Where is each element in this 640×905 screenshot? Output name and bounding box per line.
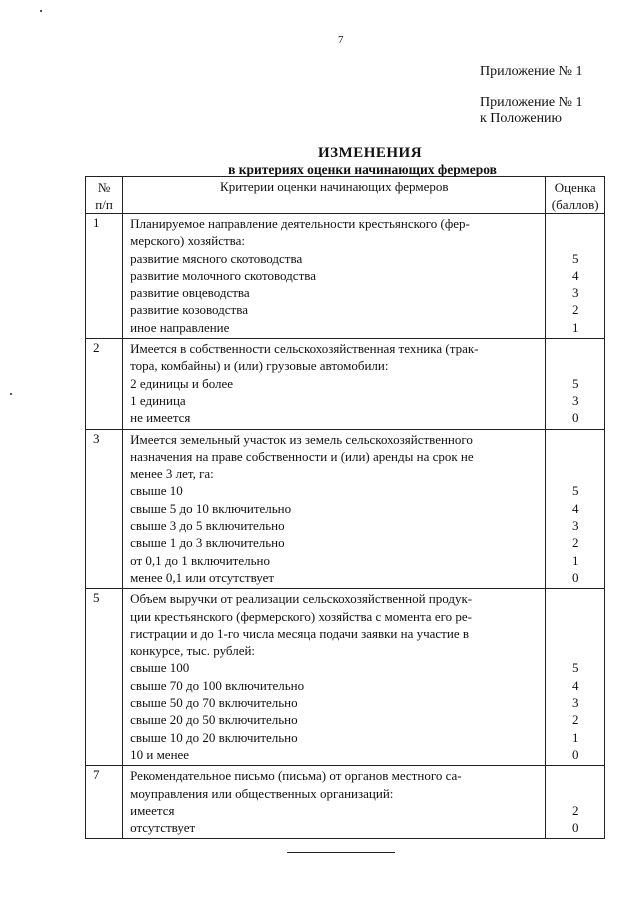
score-value: 5 bbox=[571, 483, 579, 499]
header-score-line2: (баллов) bbox=[551, 197, 599, 212]
score-value: 3 bbox=[571, 285, 579, 301]
score-cell bbox=[546, 766, 605, 839]
criterion-option: не имеется bbox=[130, 410, 191, 426]
criterion-option: свыше 100 bbox=[130, 660, 190, 676]
table-row bbox=[86, 589, 605, 766]
appendix-label: Приложение № 1 bbox=[480, 64, 583, 79]
score-value: 2 bbox=[571, 712, 579, 728]
criterion-heading-line: тора, комбайны) и (или) грузовые автомобили: bbox=[130, 358, 389, 374]
score-value: 5 bbox=[571, 375, 579, 391]
score-cell bbox=[546, 339, 605, 429]
criterion-heading-line: ции крестьянского (фермерского) хозяйства с момента его ре- bbox=[130, 608, 472, 624]
score-value: 1 bbox=[571, 552, 579, 568]
criterion-heading-line: менее 3 лет, га: bbox=[130, 466, 214, 482]
criterion-option: развитие молочного скотоводства bbox=[130, 267, 316, 283]
header-number-line1: № bbox=[97, 180, 111, 195]
score-spacer bbox=[546, 589, 604, 659]
score-value: 3 bbox=[571, 392, 579, 408]
table-header-row bbox=[86, 177, 605, 214]
criterion-heading-line: Рекомендательное письмо (письма) от органов местного са- bbox=[130, 768, 462, 784]
criterion-cell bbox=[123, 429, 546, 589]
table-row bbox=[86, 339, 605, 429]
criterion-option: свыше 50 до 70 включительно bbox=[130, 695, 298, 711]
criteria-table bbox=[85, 176, 605, 839]
footer-divider bbox=[287, 852, 395, 853]
regulation-label: к Положению bbox=[480, 111, 563, 126]
criterion-heading-line: Планируемое направление деятельности крестьянского (фер- bbox=[130, 216, 470, 231]
appendix-to-regulation bbox=[480, 95, 583, 127]
score-cell bbox=[546, 214, 605, 339]
score-value: 4 bbox=[571, 500, 579, 516]
score-value: 3 bbox=[571, 518, 579, 534]
table-row bbox=[86, 766, 605, 839]
table-row bbox=[86, 214, 605, 339]
criterion-option: свыше 70 до 100 включительно bbox=[130, 677, 305, 693]
criterion-option: 1 единица bbox=[130, 392, 186, 408]
score-value: 4 bbox=[571, 677, 579, 693]
scan-speck bbox=[40, 10, 42, 12]
scan-speck bbox=[10, 393, 12, 395]
score-value: 0 bbox=[571, 820, 579, 836]
score-value: 0 bbox=[571, 569, 579, 585]
score-spacer bbox=[546, 430, 604, 483]
criterion-cell bbox=[123, 214, 546, 339]
criterion-option: свыше 5 до 10 включительно bbox=[130, 500, 292, 516]
criterion-option: менее 0,1 или отсутствует bbox=[130, 569, 275, 585]
score-cell bbox=[546, 589, 605, 766]
row-number: 1 bbox=[86, 214, 123, 339]
row-number: 5 bbox=[86, 589, 123, 766]
score-spacer bbox=[546, 214, 604, 250]
criterion-heading-line: Имеется земельный участок из земель сельскохозяйственного bbox=[130, 431, 473, 447]
score-cell bbox=[546, 429, 605, 589]
criterion-option: имеется bbox=[130, 802, 175, 818]
score-value: 1 bbox=[571, 319, 579, 335]
page-number: 7 bbox=[338, 34, 344, 46]
criterion-option: 2 единицы и более bbox=[130, 375, 234, 391]
criterion-option: от 0,1 до 1 включительно bbox=[130, 552, 270, 568]
score-value: 3 bbox=[571, 695, 579, 711]
row-number: 7 bbox=[86, 766, 123, 839]
criterion-option: свыше 10 до 20 включительно bbox=[130, 729, 298, 745]
score-value: 5 bbox=[571, 660, 579, 676]
document-subtitle: в критериях оценки начинающих фермеров bbox=[228, 162, 497, 177]
score-value: 0 bbox=[571, 410, 579, 426]
criterion-heading-line: мерского) хозяйства: bbox=[130, 233, 246, 249]
header-score-line1: Оценка bbox=[554, 180, 596, 195]
criterion-heading-line: моуправления или общественных организаций: bbox=[130, 785, 394, 801]
criterion-heading-line: назначения на праве собственности и (или) аренды на срок не bbox=[130, 448, 474, 464]
criteria-table-body bbox=[86, 214, 605, 839]
row-number: 2 bbox=[86, 339, 123, 429]
score-value: 2 bbox=[571, 302, 579, 318]
criterion-option: иное направление bbox=[130, 319, 230, 335]
score-value: 1 bbox=[571, 729, 579, 745]
criterion-option: свыше 3 до 5 включительно bbox=[130, 518, 285, 534]
score-value: 5 bbox=[571, 250, 579, 266]
score-value: 2 bbox=[571, 802, 579, 818]
row-number: 3 bbox=[86, 429, 123, 589]
header-number-line2: п/п bbox=[95, 197, 113, 212]
criterion-option: отсутствует bbox=[130, 820, 196, 836]
score-value: 4 bbox=[571, 267, 579, 283]
criterion-option: развитие мясного скотоводства bbox=[130, 250, 303, 266]
criterion-cell bbox=[123, 589, 546, 766]
criterion-cell bbox=[123, 339, 546, 429]
criterion-heading-line: Объем выручки от реализации сельскохозяйственной продук- bbox=[130, 591, 473, 607]
criterion-heading-line: Имеется в собственности сельскохозяйственная техника (трак- bbox=[130, 341, 479, 357]
table-row bbox=[86, 429, 605, 589]
criterion-heading-line: гистрации и до 1-го числа месяца подачи заявки на участие в bbox=[130, 625, 469, 641]
header-number bbox=[86, 177, 123, 214]
score-value: 2 bbox=[571, 535, 579, 551]
score-spacer bbox=[546, 339, 604, 375]
appendix-label-2: Приложение № 1 bbox=[480, 95, 583, 110]
criterion-option: развитие овцеводства bbox=[130, 285, 250, 301]
criterion-option: свыше 1 до 3 включительно bbox=[130, 535, 285, 551]
criterion-option: 10 и менее bbox=[130, 746, 190, 762]
criterion-cell bbox=[123, 766, 546, 839]
header-score bbox=[546, 177, 605, 214]
document-title: ИЗМЕНЕНИЯ bbox=[317, 145, 423, 161]
criterion-option: развитие козоводства bbox=[130, 302, 248, 318]
header-criteria: Критерии оценки начинающих фермеров bbox=[123, 177, 546, 214]
score-value: 0 bbox=[571, 746, 579, 762]
score-spacer bbox=[546, 766, 604, 802]
criterion-option: свыше 20 до 50 включительно bbox=[130, 712, 298, 728]
criterion-option: свыше 10 bbox=[130, 483, 183, 499]
criterion-heading-line: конкурсе, тыс. рублей: bbox=[130, 643, 256, 659]
